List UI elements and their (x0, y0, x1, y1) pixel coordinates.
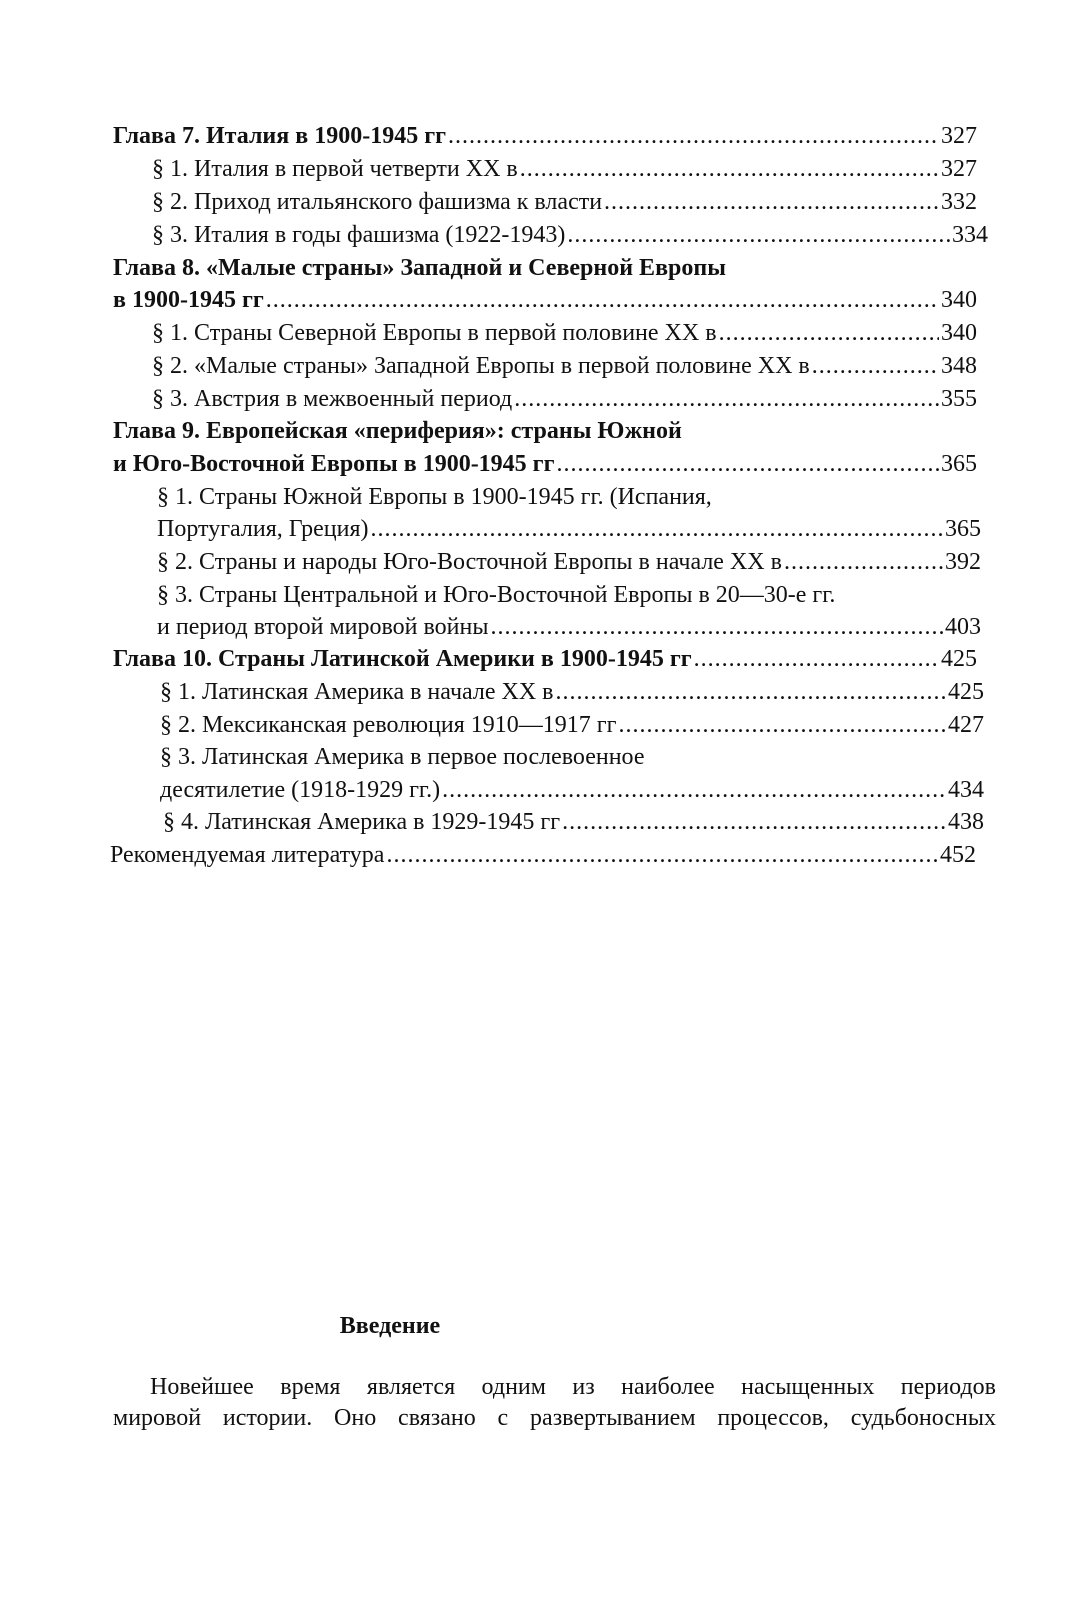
toc-chapter-8-title-line1: Глава 8. «Малые страны» Западной и Северной Европы (113, 255, 726, 281)
toc-leader-dots (694, 643, 939, 676)
toc-leader-dots (371, 513, 944, 546)
toc-literature-label: Рекомендуемая литература (110, 842, 385, 868)
toc-entry-chapter-7 (113, 120, 977, 153)
toc-page-number: 340 (941, 320, 977, 346)
toc-leader-dots (386, 839, 938, 872)
toc-page-number: 365 (945, 516, 981, 542)
toc-leader-dots (520, 153, 939, 186)
toc-leader-dots (556, 448, 939, 481)
toc-page-number: 425 (941, 646, 977, 672)
toc-page-number: 434 (948, 777, 984, 803)
toc-leader-dots (448, 120, 939, 153)
toc-page-number: 348 (941, 353, 977, 379)
toc-section-label: § 2. «Малые страны» Западной Европы в первой половине XX в (152, 353, 810, 379)
toc-entry-section (160, 774, 984, 807)
toc-section-label-line1: § 1. Страны Южной Европы в 1900-1945 гг. (Испания, (157, 484, 712, 510)
toc-chapter-7-title: Италия в 1900-1945 гг (206, 123, 446, 149)
toc-page-number: 327 (941, 123, 977, 149)
toc-leader-dots (719, 317, 939, 350)
toc-entry-section (152, 317, 977, 350)
toc-page-number: 438 (948, 809, 984, 835)
toc-entry-section (157, 611, 981, 644)
toc-entry-section (152, 350, 977, 383)
toc-entry-literature (110, 839, 976, 872)
toc-section-label: § 3. Австрия в межвоенный период (152, 386, 513, 412)
toc-entry-chapter-8 (113, 284, 977, 317)
intro-paragraph-line1: Новейшее время является одним из наиболее насыщенных периодов (150, 1374, 996, 1400)
toc-entry-section (160, 709, 984, 742)
toc-entry-section (160, 676, 984, 709)
toc-chapter-8-title-line2: в 1900-1945 гг (113, 287, 264, 313)
toc-leader-dots (567, 219, 950, 252)
toc-section-label-line2: и период второй мировой войны (157, 614, 489, 640)
toc-section-label: § 2. Страны и народы Юго-Восточной Европы в начале XX в (157, 549, 782, 575)
toc-entry-chapter-10 (113, 643, 977, 676)
toc-section-label-line2: десятилетие (1918-1929 гг.) (160, 777, 441, 803)
toc-page-number: 355 (941, 386, 977, 412)
toc-section-label-line2: Португалия, Греция) (157, 516, 369, 542)
toc-chapter-10-title: Глава 10. Страны Латинской Америки в 1900-1945 гг (113, 646, 692, 672)
toc-entry-section (152, 186, 977, 219)
toc-page-number: 340 (941, 287, 977, 313)
toc-section-label: § 3. Италия в годы фашизма (1922-1943) (152, 222, 566, 248)
toc-page-number: 334 (952, 222, 988, 248)
toc-page-number: 427 (948, 712, 984, 738)
toc-leader-dots (514, 383, 939, 416)
toc-section-label: § 1. Страны Северной Европы в первой половине XX в (152, 320, 717, 346)
toc-entry-chapter-9 (113, 448, 977, 481)
toc-chapter-9-title-line2: и Юго-Восточной Европы в 1900-1945 гг (113, 451, 555, 477)
toc-page-number: 403 (945, 614, 981, 640)
toc-entry-section (163, 806, 984, 839)
toc-section-label-line1: § 3. Латинская Америка в первое послевоенное (160, 744, 645, 770)
intro-paragraph (113, 1372, 996, 1434)
toc-leader-dots (784, 546, 943, 579)
toc-chapter-7-prefix: Глава 7. (113, 123, 206, 149)
toc-page-number: 327 (941, 156, 977, 182)
toc-entry-section (157, 546, 981, 579)
toc-chapter-9-title-line1: Глава 9. Европейская «периферия»: страны Южной (113, 418, 682, 444)
toc-leader-dots (562, 806, 946, 839)
toc-leader-dots (604, 186, 939, 219)
toc-section-label: § 1. Италия в первой четверти XX в (152, 156, 518, 182)
toc-entry-section (152, 383, 977, 416)
toc-page-number: 365 (941, 451, 977, 477)
toc-section-label: § 2. Приход итальянского фашизма к власти (152, 189, 603, 215)
toc-entry-section (157, 513, 981, 546)
toc-page-number: 425 (948, 679, 984, 705)
toc-leader-dots (556, 676, 946, 709)
toc-leader-dots (812, 350, 939, 383)
toc-section-label: § 4. Латинская Америка в 1929-1945 гг (163, 809, 561, 835)
toc-leader-dots (266, 284, 939, 317)
toc-section-label: § 2. Мексиканская революция 1910—1917 гг (160, 712, 617, 738)
toc-entry-section (152, 219, 988, 252)
intro-paragraph-line2: мировой истории. Оно связано с развертыванием процессов, судьбоносных (113, 1405, 996, 1431)
toc-section-label: § 1. Латинская Америка в начале XX в (160, 679, 554, 705)
toc-section-label-line1: § 3. Страны Центральной и Юго-Восточной Европы в 20—30-е гг. (157, 582, 836, 608)
toc-page-number: 392 (945, 549, 981, 575)
section-heading-introduction: Введение (339, 1313, 441, 1339)
toc-leader-dots (619, 709, 947, 742)
toc-leader-dots (490, 611, 943, 644)
toc-page-number: 452 (940, 842, 976, 868)
toc-entry-section (152, 153, 977, 186)
toc-page-number: 332 (941, 189, 977, 215)
toc-leader-dots (442, 774, 946, 807)
